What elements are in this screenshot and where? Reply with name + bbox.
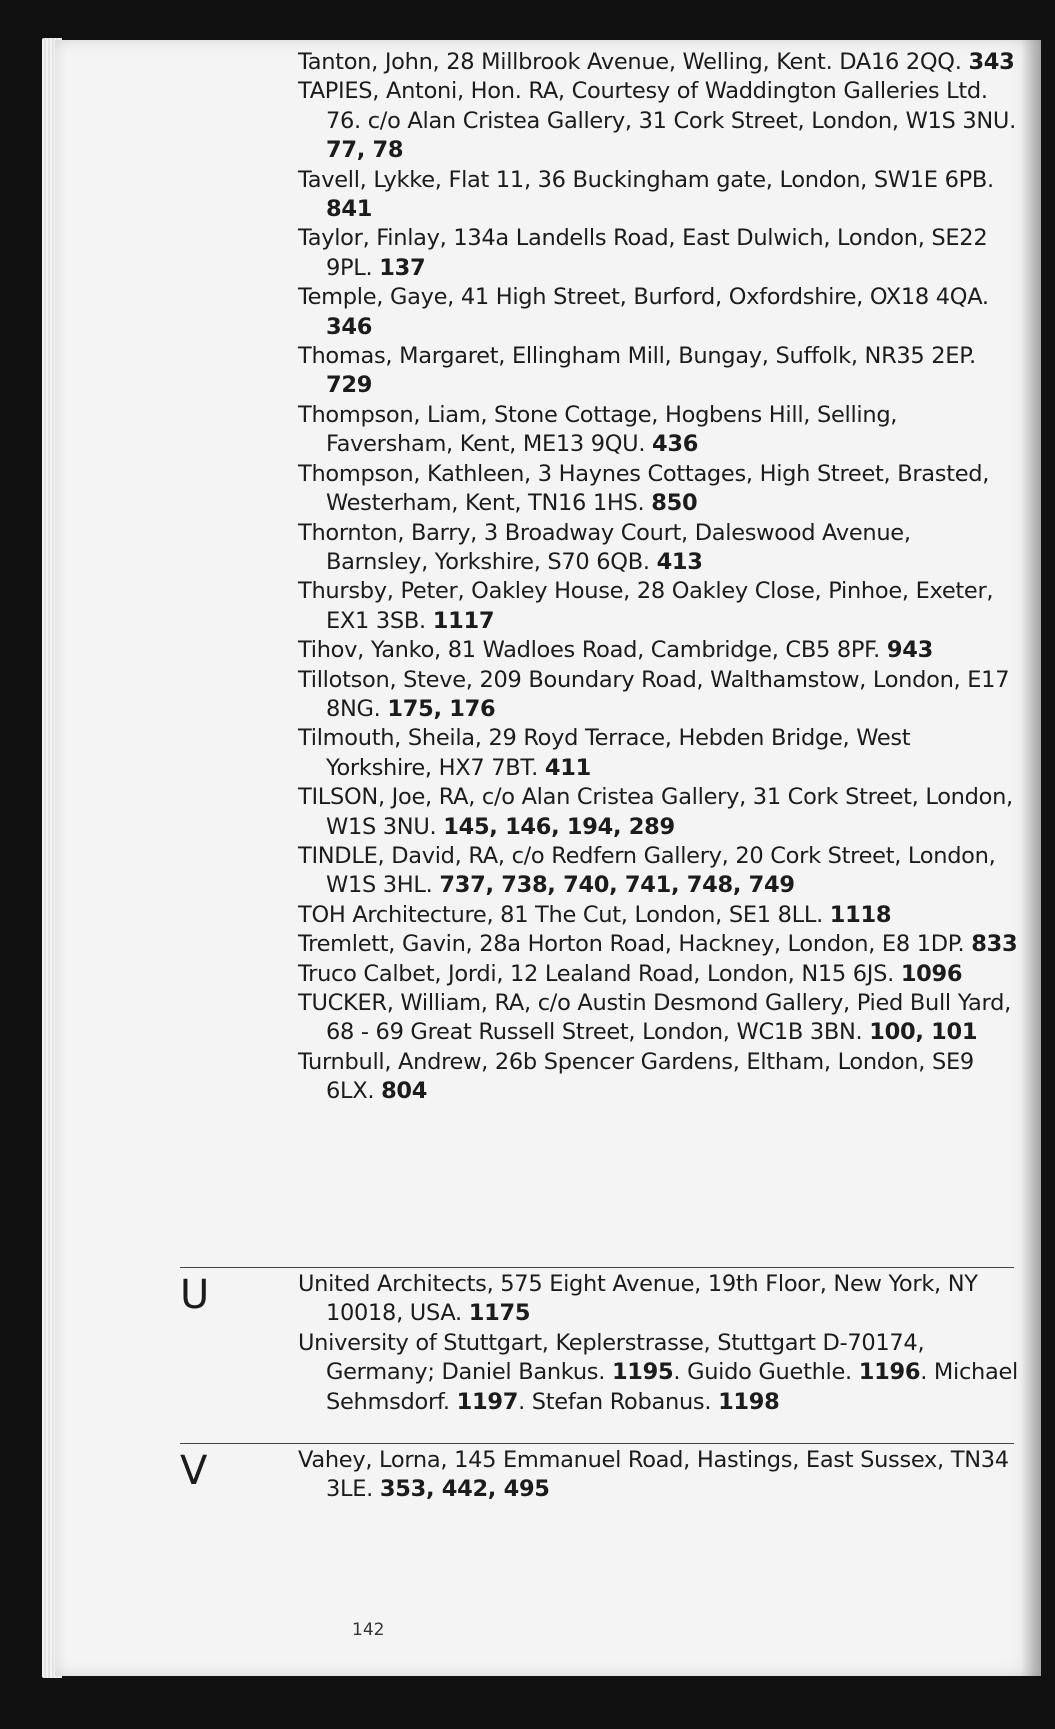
entry-pages: 1197 xyxy=(456,1388,519,1415)
entry-pages: 1096 xyxy=(900,960,963,987)
index-entry xyxy=(298,166,1018,225)
index-entry xyxy=(298,1329,1018,1417)
entry-pages: 833 xyxy=(971,931,1018,958)
entry-text: TAPIES, Antoni, Hon. RA, Courtesy of Waddington Galleries Ltd. 76. c/o Alan Cristea Gallery, 31 Cork Street, London, W1S 3NU. xyxy=(298,78,1016,134)
entry-pages: 1175 xyxy=(468,1300,531,1327)
entry-pages: 804 xyxy=(381,1078,428,1105)
index-section-t xyxy=(298,48,1018,1107)
entry-pages: 436 xyxy=(652,431,699,458)
index-entry xyxy=(298,283,1018,342)
entry-text: Tavell, Lykke, Flat 11, 36 Buckingham gate, London, SW1E 6PB. xyxy=(298,166,994,193)
section-letter-v: V xyxy=(180,1448,208,1494)
index-entry xyxy=(298,577,1018,636)
entry-text: TINDLE, David, RA, c/o Redfern Gallery, 20 Cork Street, London, W1S 3HL. xyxy=(298,842,996,899)
index-entry xyxy=(298,930,1018,959)
index-section-u xyxy=(180,1267,1018,1415)
entry-pages: 343 xyxy=(968,49,1015,75)
entry-pages: 175, 176 xyxy=(387,695,496,722)
entry-text: United Architects, 575 Eight Avenue, 19th Floor, New York, NY 10018, USA. xyxy=(298,1271,978,1327)
index-entry xyxy=(298,783,1018,842)
entry-pages: 137 xyxy=(379,254,426,281)
index-entry xyxy=(298,401,1018,460)
entry-text: TUCKER, William, RA, c/o Austin Desmond Gallery, Pied Bull Yard, 68 - 69 Great Russell Street, London, WC1B 3BN. xyxy=(298,990,1011,1046)
entry-text: . Guido Guethle. xyxy=(673,1359,852,1386)
index-entry xyxy=(298,224,1018,283)
section-v-entries xyxy=(298,1444,1018,1505)
entry-pages: 737, 738, 740, 741, 748, 749 xyxy=(439,872,795,899)
entry-pages: 1196 xyxy=(858,1359,921,1386)
entry-pages: 353, 442, 495 xyxy=(379,1476,550,1503)
index-section-v xyxy=(180,1443,1014,1503)
section-letter-u: U xyxy=(180,1272,210,1318)
index-entry xyxy=(298,1048,1018,1107)
entry-text: . Michael Sehmsdorf. xyxy=(326,1359,1018,1415)
entry-text: Tihov, Yanko, 81 Wadloes Road, Cambridge, CB5 8PF. xyxy=(298,637,880,664)
entry-text: TILSON, Joe, RA, c/o Alan Cristea Gallery, 31 Cork Street, London, W1S 3NU. xyxy=(298,784,1013,840)
index-entry xyxy=(298,77,1018,165)
entry-pages: 411 xyxy=(544,754,591,781)
entry-text: Thompson, Liam, Stone Cottage, Hogbens Hill, Selling, Faversham, Kent, ME13 9QU. xyxy=(298,401,898,458)
entry-pages: 729 xyxy=(326,372,373,399)
index-entry xyxy=(298,342,1018,401)
index-entry xyxy=(298,989,1018,1048)
entry-text: Temple, Gaye, 41 High Street, Burford, Oxfordshire, OX18 4QA. xyxy=(298,284,989,311)
index-entry xyxy=(298,460,1018,519)
index-entry xyxy=(298,724,1018,783)
index-entry xyxy=(298,901,1018,930)
entry-pages: 1195 xyxy=(611,1359,674,1386)
entry-pages: 1117 xyxy=(432,607,495,634)
index-entry xyxy=(298,519,1018,578)
entry-text: Tanton, John, 28 Millbrook Avenue, Welling, Kent. DA16 2QQ. xyxy=(298,49,962,75)
entry-pages: 1118 xyxy=(829,901,892,928)
entry-text: Tremlett, Gavin, 28a Horton Road, Hackney, London, E8 1DP. xyxy=(298,931,965,958)
entry-text: Thursby, Peter, Oakley House, 28 Oakley Close, Pinhoe, Exeter, EX1 3SB. xyxy=(298,578,994,634)
entry-text: Tilmouth, Sheila, 29 Royd Terrace, Hebden Bridge, West Yorkshire, HX7 7BT. xyxy=(298,725,911,781)
index-entry xyxy=(298,960,1018,989)
index-entry xyxy=(298,636,1018,665)
entry-text: University of Stuttgart, Keplerstrasse, Stuttgart D-70174, Germany; Daniel Bankus. xyxy=(298,1329,925,1386)
entry-text: Truco Calbet, Jordi, 12 Lealand Road, London, N15 6JS. xyxy=(298,960,894,987)
entry-text: Taylor, Finlay, 134a Landells Road, East Dulwich, London, SE22 9PL. xyxy=(298,225,988,281)
entry-text: . Stefan Robanus. xyxy=(518,1388,712,1415)
section-u-entries xyxy=(298,1268,1018,1417)
index-entry xyxy=(298,1446,1018,1505)
entry-pages: 943 xyxy=(886,637,933,664)
entry-text: Vahey, Lorna, 145 Emmanuel Road, Hastings, East Sussex, TN34 3LE. xyxy=(298,1447,1009,1503)
page-number: 142 xyxy=(352,1620,385,1640)
entry-text: Thompson, Kathleen, 3 Haynes Cottages, High Street, Brasted, Westerham, Kent, TN16 1HS. xyxy=(298,460,990,517)
entry-pages: 841 xyxy=(326,196,373,223)
entry-text: Thomas, Margaret, Ellingham Mill, Bungay, Suffolk, NR35 2EP. xyxy=(298,343,976,370)
index-entry xyxy=(298,1270,1018,1329)
index-entry xyxy=(298,48,1018,77)
entry-pages: 1198 xyxy=(718,1388,780,1415)
entry-pages: 145, 146, 194, 289 xyxy=(443,813,675,840)
entry-text: TOH Architecture, 81 The Cut, London, SE1 8LL. xyxy=(298,901,823,928)
entry-pages: 413 xyxy=(656,548,703,575)
entry-text: Tillotson, Steve, 209 Boundary Road, Walthamstow, London, E17 8NG. xyxy=(298,666,1010,722)
entry-pages: 100, 101 xyxy=(869,1019,978,1046)
entry-pages: 77, 78 xyxy=(326,137,404,164)
entry-pages: 346 xyxy=(326,313,373,340)
entry-pages: 850 xyxy=(651,490,698,517)
index-entry xyxy=(298,842,1018,901)
index-entry xyxy=(298,666,1018,725)
entry-text: Thornton, Barry, 3 Broadway Court, Daleswood Avenue, Barnsley, Yorkshire, S70 6QB. xyxy=(298,519,911,575)
gutter-shadow xyxy=(1021,40,1041,1676)
entry-text: Turnbull, Andrew, 26b Spencer Gardens, Eltham, London, SE9 6LX. xyxy=(298,1048,974,1105)
